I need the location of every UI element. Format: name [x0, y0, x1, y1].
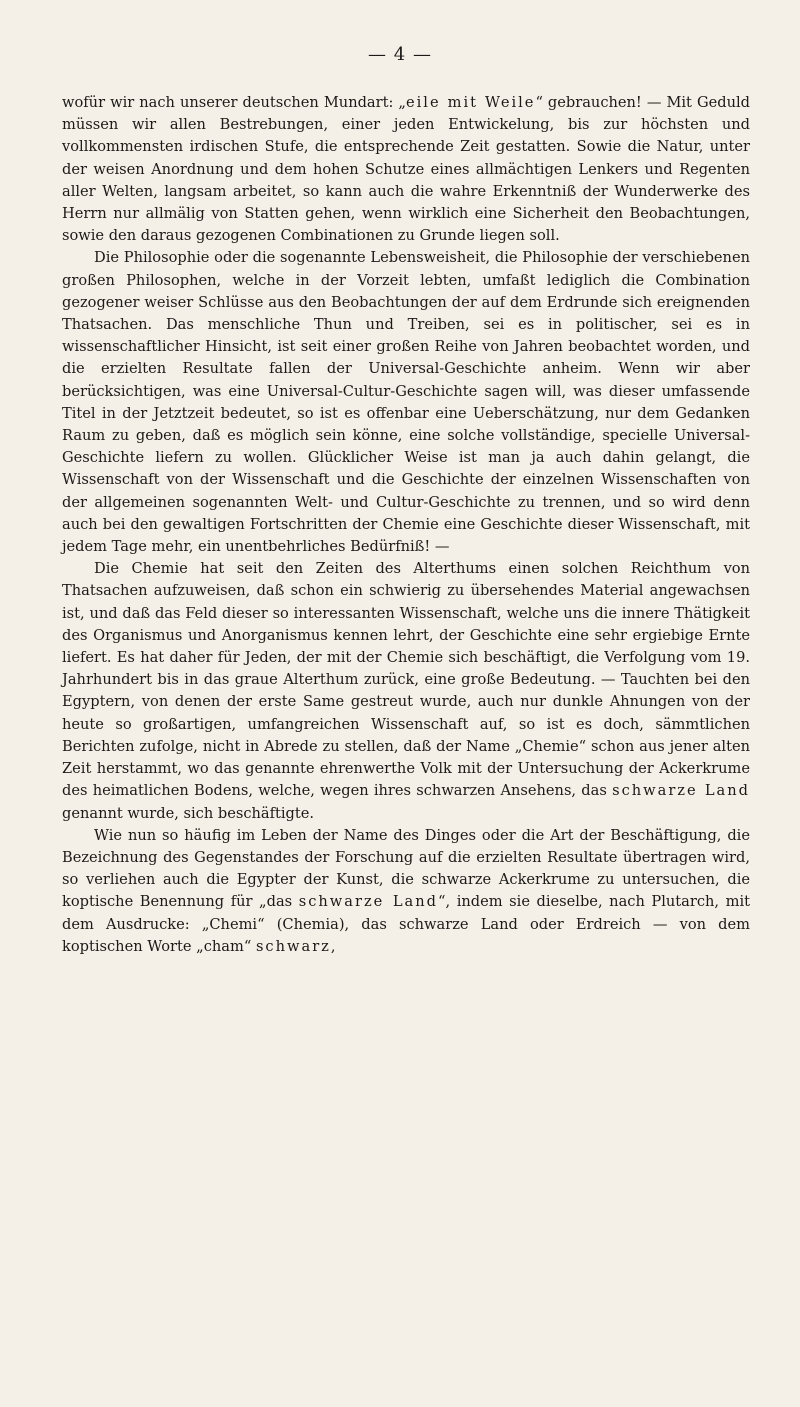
paragraph-text: Die Philosophie oder die sogenannte Lebensweisheit, die Philosophie der verschiebenen großen Philosophen, welche in der Vorzeit lebten, umfaßt lediglich die Combination gezogener weiser Schlüsse aus den Beobachtungen der auf dem Erdrunde sich ereignenden Thatsachen. Das menschliche Thun und Treiben, sei es in politischer, sei es in wissenschaftlicher Hinsicht, ist seit einer großen Reihe von Jahren beobachtet worden, und die erzielten Resultate fallen der Universal-Geschichte anheim. Wenn wir aber berücksichtigen, was eine Universal-Cultur-Geschichte sagen will, was dieser umfassende Titel in der Jetztzeit bedeutet, so ist es offenbar eine Ueberschätzung, nur dem Gedanken Raum zu geben, daß es möglich sein könne, eine solche vollständige, specielle Universal-Geschichte liefern zu wollen. Glücklicher Weise ist man ja auch dahin gelangt, die Wissenschaft von der Wissenschaft und die Geschichte der einzelnen Wissenschaften von der allgemeinen sogenannten Welt- und Cultur-Geschichte zu trennen, und so wird denn auch bei den gewaltigen Fortschritten der Chemie eine Geschichte dieser Wissenschaft, mit jedem Tage mehr, ein unentbehrliches Bedürfniß! — — [62, 249, 750, 556]
emphasized-text: schwarz — [255, 937, 331, 955]
paragraph-text: wofür wir nach unserer deutschen Mundart: „ — [62, 94, 406, 111]
emphasized-text: eile mit Weile — [405, 94, 536, 111]
paragraph — [62, 558, 750, 824]
emphasized-text: schwarze Land — [612, 782, 751, 800]
paragraph-text: “, indem sie dieselbe, nach Plutarch, mit dem Ausdrucke: „Chemi“ (Chemia), das schwarze Land oder Erdreich — von dem koptischen Worte „cham“ — [62, 893, 751, 955]
text-body — [62, 92, 750, 958]
paragraph-text: , — [330, 937, 336, 955]
paragraph-text: “ gebrauchen! — Mit Geduld müssen wir allen Bestrebungen, einer jeden Entwickelung, bis zur höchsten und vollkommensten irdischen Stufe, die entsprechende Zeit gestatten. Sowie die Natur, unter der weisen Anordnung und dem hohen Schutze eines allmächtigen Lenkers und Regenten aller Welten, langsam arbeitet, so kann auch die wahre Erkenntniß der Wunderwerke des Herrn nur allmälig von Statten gehen, wenn wirklich eine Sicherheit den Beobachtungen, sowie den daraus gezogenen Combinationen zu Grunde liegen soll. — [62, 94, 750, 245]
paragraph — [62, 825, 750, 958]
page-number: — 4 — — [368, 44, 432, 65]
paragraph — [62, 92, 750, 247]
paragraph-text: Wie nun so häufig im Leben der Name des Dinges oder die Art der Beschäftigung, die Bezeichnung des Gegenstandes der Forschung auf die erzielten Resultate übertragen wird, so verliehen auch die Egypter der Kunst, die schwarze Ackerkrume zu untersuchen, die koptische Benennung für „das — [62, 826, 750, 911]
emphasized-text: schwarze Land — [298, 893, 439, 911]
paragraph-text: genannt wurde, sich beschäftigte. — [62, 804, 315, 822]
paragraph-text: Die Chemie hat seit den Zeiten des Alterthums einen solchen Reichthum von Thatsachen aufzuweisen, daß schon ein schwierig zu übersehendes Material angewachsen ist, und daß das Feld dieser so interessanten Wissenschaft, welche uns die innere Thätigkeit des Organismus und Anorganismus kennen lehrt, der Geschichte eine sehr ergiebige Ernte liefert. Es hat daher für Jeden, der mit der Chemie sich beschäftigt, die Verfolgung vom 19. Jahrhundert bis in das graue Alterthum zurück, eine große Bedeutung. — Tauchten bei den Egyptern, von denen der erste Same gestreut wurde, auch nur dunkle Ahnungen von der heute so großartigen, umfangreichen Wissenschaft auf, so ist es doch, sämmtlichen Berichten zufolge, nicht in Abrede zu stellen, daß der Name „Chemie“ schon aus jener alten Zeit herstammt, wo das genannte ehrenwerthe Volk mit der Untersuchung der Ackerkrume des heimatlichen Bodens, welche, wegen ihres schwarzen Ansehens, das — [62, 560, 750, 800]
paragraph — [62, 247, 750, 558]
